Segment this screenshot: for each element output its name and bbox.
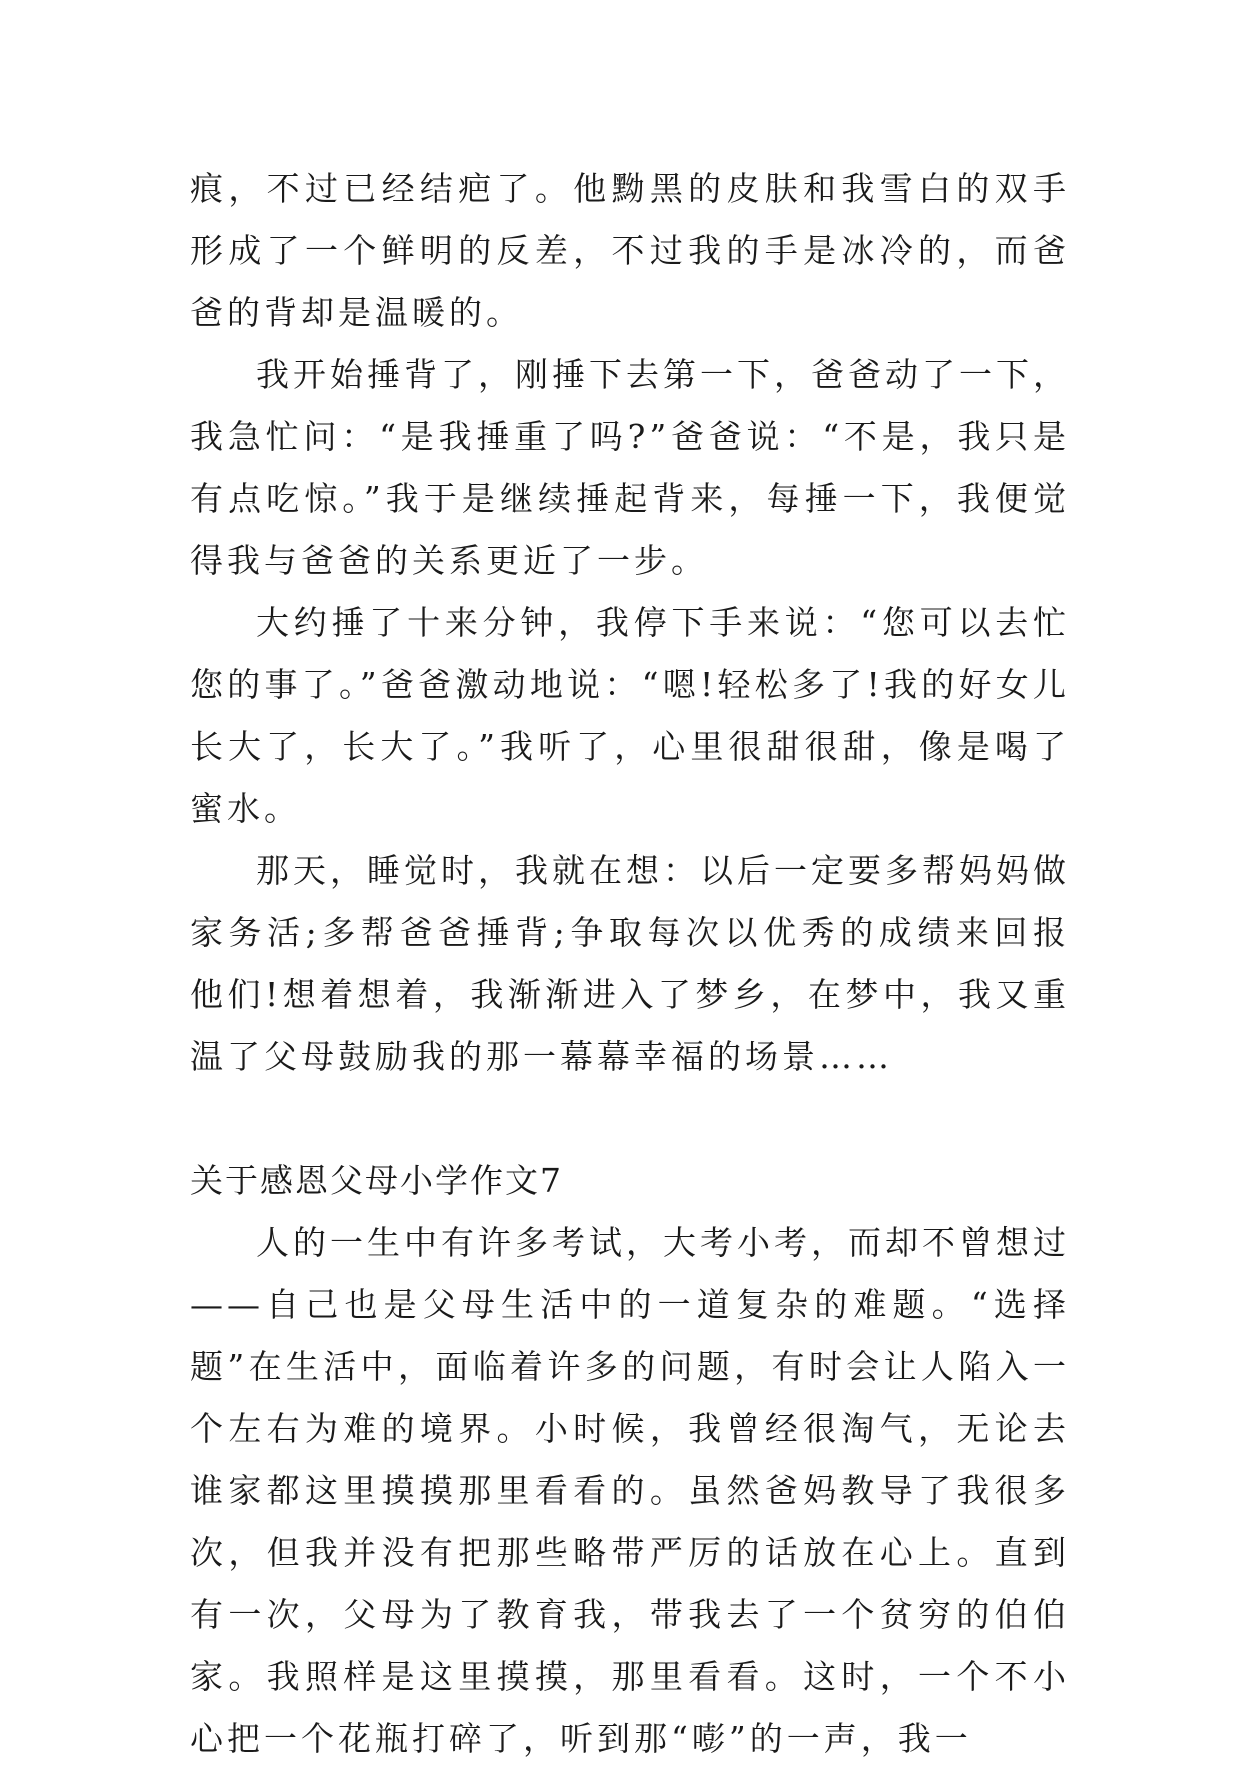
paragraph-2: 我开始捶背了，刚捶下去第一下，爸爸动了一下，我急忙问：“是我捶重了吗?”爸爸说：“不是，我只是有点吃惊。”我于是继续捶起背来，每捶一下，我便觉得我与爸爸的关系更近了一步。 — [190, 355, 1070, 580]
document-body — [190, 158, 1070, 1770]
paragraph-5: 人的一生中有许多考试，大考小考，而却不曾想过——自己也是父母生活中的一道复杂的难题。“选择题”在生活中，面临着许多的问题，有时会让人陷入一个左右为难的境界。小时候，我曾经很淘气，无论去谁家都这里摸摸那里看看的。虽然爸妈教导了我很多次，但我并没有把那些略带严厉的话放在心上。直到有一次，父母为了教育我，带我去了一个贫穷的伯伯家。我照样是这里摸摸，那里看看。这时，一个不小心把一个花瓶打碎了，听到那“嘭”的一声，我一 — [190, 1223, 1070, 1758]
paragraph-4: 那天，睡觉时，我就在想：以后一定要多帮妈妈做家务活;多帮爸爸捶背;争取每次以优秀的成绩来回报他们!想着想着，我渐渐进入了梦乡，在梦中，我又重温了父母鼓励我的那一幕幕幸福的场景…… — [190, 851, 1070, 1076]
paragraph-3: 大约捶了十来分钟，我停下手来说：“您可以去忙您的事了。”爸爸激动地说：“嗯!轻松多了!我的好女儿长大了，长大了。”我听了，心里很甜很甜，像是喝了蜜水。 — [190, 603, 1070, 828]
paragraph-1: 痕，不过已经结疤了。他黝黑的皮肤和我雪白的双手形成了一个鲜明的反差，不过我的手是冰冷的，而爸爸的背却是温暖的。 — [190, 169, 1070, 332]
section-title: 关于感恩父母小学作文7 — [190, 1161, 563, 1200]
